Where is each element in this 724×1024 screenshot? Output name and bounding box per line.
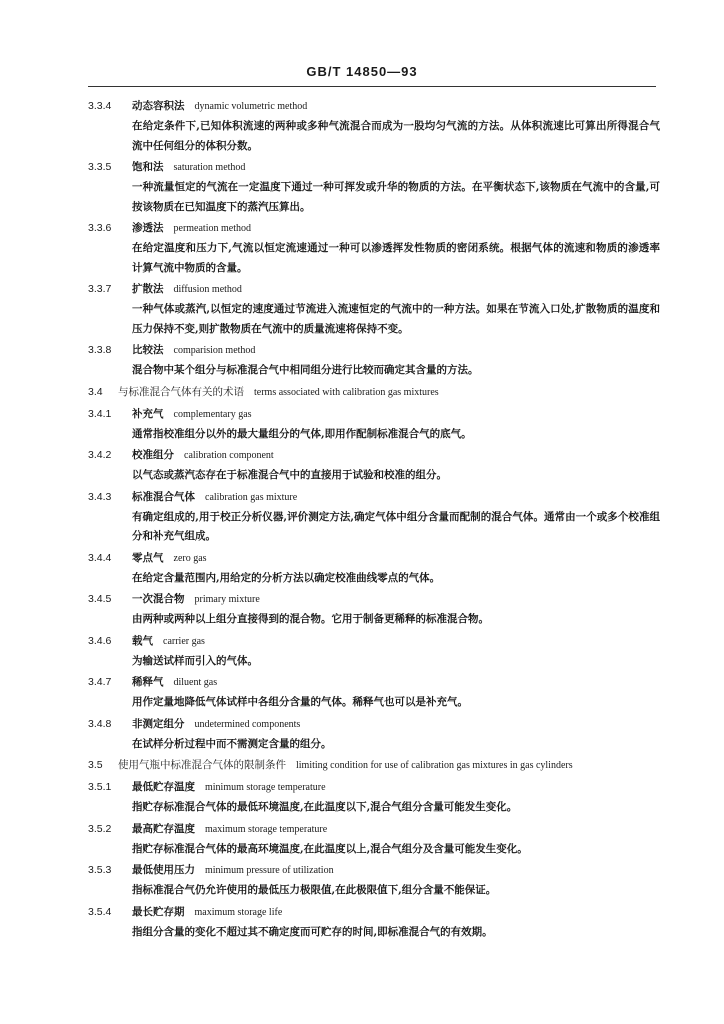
term-chinese: 使用气瓶中标准混合气体的限制条件 bbox=[118, 759, 286, 771]
term-chinese: 动态容积法 bbox=[132, 100, 185, 112]
term-heading bbox=[88, 755, 660, 776]
term-definition: 指标准混合气仍允许使用的最低压力极限值,在此极限值下,组分含量不能保证。 bbox=[132, 884, 497, 896]
term-definition: 通常指校准组分以外的最大量组分的气体,即用作配制标准混合气的底气。 bbox=[132, 427, 472, 440]
term-entry bbox=[88, 548, 660, 589]
clause-number: 3.5.3 bbox=[88, 864, 112, 876]
term-english: minimum storage temperature bbox=[205, 782, 326, 793]
clause-number: 3.4.6 bbox=[88, 634, 112, 647]
term-english: zero gas bbox=[173, 552, 207, 564]
term-definition: 一种气体或蒸汽,以恒定的速度通过节流进入流速恒定的气流中的一种方法。如果在节流入口处,扩散物质的温度和压力保持不变,则扩散物质在气流中的质量流速将保持不变。 bbox=[132, 303, 660, 335]
term-heading bbox=[88, 631, 660, 652]
term-chinese: 稀释气 bbox=[132, 676, 164, 688]
term-heading bbox=[88, 404, 660, 425]
term-chinese: 校准组分 bbox=[132, 449, 174, 461]
term-entry bbox=[88, 487, 660, 547]
term-english: limiting condition for use of calibration gas mixtures in gas cylinders bbox=[296, 760, 573, 771]
clause-number: 3.4.4 bbox=[88, 551, 112, 564]
term-entry bbox=[88, 445, 660, 486]
term-definition: 指贮存标准混合气体的最高环境温度,在此温度以上,混合气组分及含量可能发生变化。 bbox=[132, 842, 528, 855]
term-definition: 为输送试样而引入的气体。 bbox=[132, 654, 258, 667]
term-chinese: 标准混合气体 bbox=[132, 490, 195, 503]
term-heading bbox=[88, 279, 660, 300]
term-chinese: 零点气 bbox=[132, 551, 164, 564]
term-english: maximum storage temperature bbox=[205, 823, 328, 835]
term-entry bbox=[88, 218, 660, 278]
clause-number: 3.5.4 bbox=[88, 905, 112, 918]
term-heading bbox=[88, 672, 660, 693]
term-heading bbox=[88, 548, 660, 569]
clause-number: 3.4.3 bbox=[88, 490, 112, 503]
term-heading bbox=[88, 714, 660, 735]
term-entry bbox=[88, 631, 660, 672]
term-english: diluent gas bbox=[173, 677, 218, 688]
term-chinese: 渗透法 bbox=[132, 222, 164, 234]
term-chinese: 一次混合物 bbox=[132, 593, 185, 605]
term-entry bbox=[88, 672, 660, 713]
term-entry bbox=[88, 777, 660, 818]
term-english: terms associated with calibration gas mixtures bbox=[254, 386, 439, 398]
term-chinese: 补充气 bbox=[132, 407, 164, 420]
term-english: primary mixture bbox=[194, 594, 260, 605]
term-english: carrier gas bbox=[163, 635, 205, 647]
term-definition: 由两种或两种以上组分直接得到的混合物。它用于制备更稀释的标准混合物。 bbox=[132, 613, 489, 625]
term-list bbox=[88, 96, 660, 943]
term-english: diffusion method bbox=[173, 284, 242, 295]
term-heading bbox=[88, 487, 660, 508]
term-heading bbox=[88, 777, 660, 798]
term-definition: 指贮存标准混合气体的最低环境温度,在此温度以下,混合气组分含量可能发生变化。 bbox=[132, 801, 518, 813]
clause-number: 3.3.8 bbox=[88, 344, 112, 356]
term-definition: 指组分含量的变化不超过其不确定度而可贮存的时间,即标准混合气的有效期。 bbox=[132, 925, 493, 938]
section-entry bbox=[88, 755, 660, 776]
term-english: calibration component bbox=[184, 450, 274, 461]
term-entry bbox=[88, 902, 660, 943]
term-english: complementary gas bbox=[173, 408, 252, 420]
term-entry bbox=[88, 714, 660, 755]
term-chinese: 最高贮存温度 bbox=[132, 822, 195, 835]
clause-number: 3.5.2 bbox=[88, 822, 112, 835]
clause-number: 3.4.8 bbox=[88, 717, 112, 730]
term-entry bbox=[88, 279, 660, 339]
term-heading bbox=[88, 340, 660, 361]
term-definition: 在给定温度和压力下,气流以恒定流速通过一种可以渗透挥发性物质的密闭系统。根据气体的流速和物质的渗透率计算气流中物质的含量。 bbox=[132, 242, 660, 274]
term-heading bbox=[88, 218, 660, 239]
term-heading bbox=[88, 157, 660, 178]
clause-number: 3.4.5 bbox=[88, 593, 112, 605]
header-rule bbox=[88, 86, 656, 87]
clause-number: 3.5.1 bbox=[88, 781, 112, 793]
term-heading bbox=[88, 860, 660, 881]
term-entry bbox=[88, 819, 660, 860]
term-definition: 用作定量地降低气体试样中各组分含量的气体。稀释气也可以是补充气。 bbox=[132, 696, 468, 708]
clause-number: 3.4.7 bbox=[88, 676, 112, 688]
term-entry bbox=[88, 860, 660, 901]
term-definition: 在给定条件下,已知体积流速的两种或多种气流混合而成为一股均匀气流的方法。从体积流速比可算出所得混合气流中任何组分的体积分数。 bbox=[132, 120, 660, 152]
term-heading bbox=[88, 96, 660, 117]
term-definition: 混合物中某个组分与标准混合气中相同组分进行比较而确定其含量的方法。 bbox=[132, 364, 479, 376]
section-entry bbox=[88, 382, 660, 403]
term-entry bbox=[88, 157, 660, 217]
term-english: permeation method bbox=[173, 223, 251, 234]
term-chinese: 载气 bbox=[132, 634, 153, 647]
term-chinese: 比较法 bbox=[132, 344, 164, 356]
term-definition: 有确定组成的,用于校正分析仪器,评价测定方法,确定气体中组分含量而配制的混合气体。通常由一个或多个校准组分和补充气组成。 bbox=[132, 510, 660, 542]
term-definition: 在试样分析过程中而不需测定含量的组分。 bbox=[132, 737, 332, 750]
term-definition: 一种流量恒定的气流在一定温度下通过一种可挥发或升华的物质的方法。在平衡状态下,该物质在气流中的含量,可按该物质在已知温度下的蒸汽压算出。 bbox=[132, 181, 660, 213]
term-entry bbox=[88, 96, 660, 156]
term-definition: 在给定含量范围内,用给定的分析方法以确定校准曲线零点的气体。 bbox=[132, 571, 441, 584]
clause-number: 3.3.4 bbox=[88, 100, 112, 112]
term-english: calibration gas mixture bbox=[205, 491, 298, 503]
term-definition: 以气态或蒸汽态存在于标准混合气中的直接用于试验和校准的组分。 bbox=[132, 469, 447, 481]
term-entry bbox=[88, 404, 660, 445]
clause-number: 3.4.1 bbox=[88, 407, 112, 420]
term-chinese: 最长贮存期 bbox=[132, 905, 185, 918]
term-entry bbox=[88, 589, 660, 630]
clause-number: 3.3.7 bbox=[88, 283, 112, 295]
clause-number: 3.4 bbox=[88, 385, 103, 398]
document-code-header: GB/T 14850—93 bbox=[306, 64, 418, 79]
term-heading bbox=[88, 589, 660, 610]
term-heading bbox=[88, 445, 660, 466]
term-heading bbox=[88, 382, 660, 403]
term-english: minimum pressure of utilization bbox=[205, 865, 334, 876]
clause-number: 3.5 bbox=[88, 759, 103, 771]
term-entry bbox=[88, 340, 660, 381]
clause-number: 3.4.2 bbox=[88, 449, 112, 461]
term-english: undetermined components bbox=[194, 718, 301, 730]
term-chinese: 最低使用压力 bbox=[132, 864, 195, 876]
term-chinese: 与标准混合气体有关的术语 bbox=[118, 385, 244, 398]
term-english: maximum storage life bbox=[194, 906, 283, 918]
term-english: comparision method bbox=[173, 345, 256, 356]
term-heading bbox=[88, 819, 660, 840]
term-heading bbox=[88, 902, 660, 923]
term-chinese: 最低贮存温度 bbox=[132, 781, 195, 793]
term-chinese: 饱和法 bbox=[132, 161, 164, 173]
term-chinese: 扩散法 bbox=[132, 283, 164, 295]
term-chinese: 非测定组分 bbox=[132, 717, 185, 730]
term-english: dynamic volumetric method bbox=[194, 101, 308, 112]
clause-number: 3.3.6 bbox=[88, 222, 112, 234]
clause-number: 3.3.5 bbox=[88, 161, 112, 173]
term-english: saturation method bbox=[173, 162, 246, 173]
